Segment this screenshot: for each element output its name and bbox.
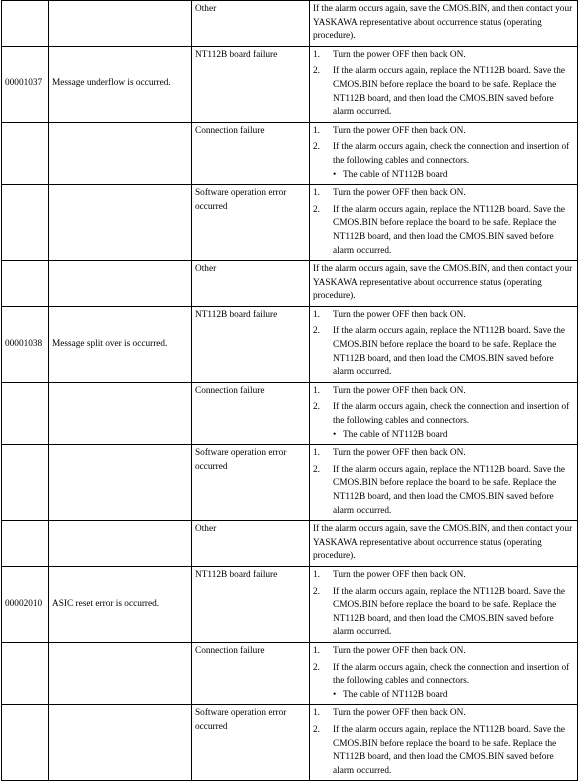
step-number: 2. bbox=[313, 204, 320, 215]
alarm-message-cell bbox=[49, 1, 192, 47]
step-number: 1. bbox=[313, 569, 320, 580]
step-text: Turn the power OFF then back ON. bbox=[333, 309, 466, 320]
step-number: 1. bbox=[313, 645, 320, 656]
remedy-text: If the alarm occurs again, save the CMOS.BIN, and then contact your YASKAWA representative about occurrence status (operating procedure). bbox=[313, 264, 573, 302]
cause-cell: Connection failure bbox=[192, 382, 310, 444]
remedy-cell bbox=[310, 445, 578, 521]
step-text: If the alarm occurs again, replace the NT112B board. Save the CMOS.BIN before replace the board to be safe. Replace the NT112B board, and then load the CMOS.BIN saved before alarm occurred. bbox=[333, 586, 565, 638]
remedy-cell bbox=[310, 46, 578, 122]
step-text: Turn the power OFF then back ON. bbox=[333, 645, 466, 656]
step-number: 1. bbox=[313, 125, 320, 136]
step-text: If the alarm occurs again, replace the NT112B board. Save the CMOS.BIN before replace the board to be safe. Replace the NT112B board, and then load the CMOS.BIN saved before alarm occurred. bbox=[333, 326, 565, 378]
alarm-code-cell bbox=[2, 642, 49, 704]
table-row bbox=[2, 122, 578, 184]
step-text: Turn the power OFF then back ON. bbox=[333, 125, 466, 136]
remedy-step bbox=[313, 645, 575, 659]
remedy-step bbox=[313, 586, 575, 640]
remedy-step bbox=[313, 325, 575, 379]
cause-cell: Software operation error occurred bbox=[192, 185, 310, 261]
alarm-message-cell bbox=[49, 445, 192, 521]
step-text: Turn the power OFF then back ON. bbox=[333, 708, 466, 719]
table-row bbox=[2, 46, 578, 122]
alarm-table-body bbox=[2, 1, 578, 781]
alarm-code-cell bbox=[2, 382, 49, 444]
remedy-text: If the alarm occurs again, save the CMOS.BIN, and then contact your YASKAWA representative about occurrence status (operating procedure). bbox=[313, 4, 573, 42]
remedy-steps-list bbox=[313, 187, 575, 258]
alarm-message-cell bbox=[49, 521, 192, 567]
sublist-item bbox=[333, 689, 575, 703]
sublist-item bbox=[333, 429, 575, 443]
table-row bbox=[2, 445, 578, 521]
alarm-code-cell bbox=[2, 122, 49, 184]
remedy-steps-list bbox=[313, 49, 575, 120]
alarm-message-cell: Message underflow is occurred. bbox=[49, 46, 192, 122]
remedy-cell bbox=[310, 382, 578, 444]
cause-cell: NT112B board failure bbox=[192, 46, 310, 122]
alarm-code-cell bbox=[2, 261, 49, 307]
remedy-text: If the alarm occurs again, save the CMOS.BIN, and then contact your YASKAWA representative about occurrence status (operating procedure). bbox=[313, 524, 573, 562]
step-text: If the alarm occurs again, check the connection and insertion of the following cables and connectors. bbox=[333, 662, 570, 687]
cause-cell: Other bbox=[192, 261, 310, 307]
bullet-icon: • bbox=[333, 689, 337, 700]
step-text: If the alarm occurs again, check the connection and insertion of the following cables and connectors. bbox=[333, 402, 570, 427]
cause-cell: Connection failure bbox=[192, 122, 310, 184]
alarm-message-cell bbox=[49, 185, 192, 261]
remedy-cell bbox=[310, 306, 578, 382]
table-row bbox=[2, 185, 578, 261]
alarm-code-cell: 00001038 bbox=[2, 306, 49, 382]
step-sublist bbox=[333, 169, 575, 183]
remedy-cell bbox=[310, 705, 578, 781]
bullet-icon: • bbox=[333, 169, 337, 180]
remedy-step bbox=[313, 49, 575, 63]
remedy-steps-list bbox=[313, 707, 575, 778]
remedy-steps-list bbox=[313, 569, 575, 640]
cause-cell: NT112B board failure bbox=[192, 306, 310, 382]
remedy-cell bbox=[310, 185, 578, 261]
alarm-code-cell bbox=[2, 521, 49, 567]
table-row bbox=[2, 306, 578, 382]
step-text: If the alarm occurs again, replace the NT112B board. Save the CMOS.BIN before replace the board to be safe. Replace the NT112B board, and then load the CMOS.BIN saved before alarm occurred. bbox=[333, 724, 565, 776]
step-number: 1. bbox=[313, 188, 320, 199]
sublist-text: The cable of NT112B board bbox=[343, 169, 448, 180]
alarm-code-cell: 00001037 bbox=[2, 46, 49, 122]
alarm-message-cell bbox=[49, 382, 192, 444]
remedy-cell bbox=[310, 1, 578, 47]
remedy-step bbox=[313, 141, 575, 182]
remedy-cell bbox=[310, 521, 578, 567]
step-number: 2. bbox=[313, 662, 320, 673]
remedy-step bbox=[313, 187, 575, 201]
bullet-icon: • bbox=[333, 429, 337, 440]
step-number: 2. bbox=[313, 326, 320, 337]
step-number: 2. bbox=[313, 142, 320, 153]
remedy-step bbox=[313, 464, 575, 518]
remedy-steps-list bbox=[313, 309, 575, 380]
step-text: Turn the power OFF then back ON. bbox=[333, 569, 466, 580]
alarm-message-cell bbox=[49, 261, 192, 307]
table-row bbox=[2, 1, 578, 47]
step-text: Turn the power OFF then back ON. bbox=[333, 49, 466, 60]
remedy-steps-list bbox=[313, 447, 575, 518]
step-number: 2. bbox=[313, 464, 320, 475]
alarm-code-cell bbox=[2, 445, 49, 521]
table-row bbox=[2, 642, 578, 704]
remedy-step bbox=[313, 707, 575, 721]
remedy-cell bbox=[310, 261, 578, 307]
step-text: Turn the power OFF then back ON. bbox=[333, 385, 466, 396]
alarm-message-cell bbox=[49, 705, 192, 781]
step-text: If the alarm occurs again, replace the NT112B board. Save the CMOS.BIN before replace the board to be safe. Replace the NT112B board, and then load the CMOS.BIN saved before alarm occurred. bbox=[333, 204, 565, 256]
cause-cell: Other bbox=[192, 1, 310, 47]
alarm-message-cell: Message split over is occurred. bbox=[49, 306, 192, 382]
remedy-step bbox=[313, 125, 575, 139]
table-row bbox=[2, 521, 578, 567]
cause-cell: NT112B board failure bbox=[192, 566, 310, 642]
step-number: 1. bbox=[313, 708, 320, 719]
remedy-step bbox=[313, 401, 575, 442]
step-number: 2. bbox=[313, 66, 320, 77]
alarm-message-cell: ASIC reset error is occurred. bbox=[49, 566, 192, 642]
cause-cell: Software operation error occurred bbox=[192, 445, 310, 521]
remedy-step bbox=[313, 569, 575, 583]
cause-cell: Other bbox=[192, 521, 310, 567]
alarm-message-cell bbox=[49, 642, 192, 704]
remedy-cell bbox=[310, 122, 578, 184]
alarm-code-cell bbox=[2, 705, 49, 781]
remedy-steps-list bbox=[313, 645, 575, 702]
remedy-cell bbox=[310, 566, 578, 642]
table-row bbox=[2, 382, 578, 444]
cause-cell: Software operation error occurred bbox=[192, 705, 310, 781]
sublist-text: The cable of NT112B board bbox=[343, 689, 448, 700]
cause-cell: Connection failure bbox=[192, 642, 310, 704]
step-number: 1. bbox=[313, 448, 320, 459]
remedy-step bbox=[313, 662, 575, 703]
remedy-steps-list bbox=[313, 385, 575, 442]
remedy-step bbox=[313, 385, 575, 399]
table-row bbox=[2, 566, 578, 642]
remedy-step bbox=[313, 65, 575, 119]
step-text: If the alarm occurs again, replace the NT112B board. Save the CMOS.BIN before replace the board to be safe. Replace the NT112B board, and then load the CMOS.BIN saved before alarm occurred. bbox=[333, 66, 565, 118]
table-row bbox=[2, 705, 578, 781]
sublist-text: The cable of NT112B board bbox=[343, 429, 448, 440]
step-number: 2. bbox=[313, 586, 320, 597]
alarm-code-cell bbox=[2, 185, 49, 261]
remedy-cell bbox=[310, 642, 578, 704]
remedy-step bbox=[313, 204, 575, 258]
remedy-step bbox=[313, 724, 575, 778]
alarm-code-cell: 00002010 bbox=[2, 566, 49, 642]
step-number: 1. bbox=[313, 49, 320, 60]
step-text: Turn the power OFF then back ON. bbox=[333, 188, 466, 199]
remedy-step bbox=[313, 309, 575, 323]
step-number: 1. bbox=[313, 309, 320, 320]
step-sublist bbox=[333, 429, 575, 443]
step-number: 2. bbox=[313, 402, 320, 413]
step-number: 2. bbox=[313, 724, 320, 735]
step-number: 1. bbox=[313, 385, 320, 396]
step-sublist bbox=[333, 689, 575, 703]
alarm-code-cell bbox=[2, 1, 49, 47]
remedy-step bbox=[313, 447, 575, 461]
sublist-item bbox=[333, 169, 575, 183]
step-text: If the alarm occurs again, check the connection and insertion of the following cables and connectors. bbox=[333, 142, 570, 166]
remedy-steps-list bbox=[313, 125, 575, 182]
step-text: Turn the power OFF then back ON. bbox=[333, 448, 466, 459]
step-text: If the alarm occurs again, replace the NT112B board. Save the CMOS.BIN before replace the board to be safe. Replace the NT112B board, and then load the CMOS.BIN saved before alarm occurred. bbox=[333, 464, 565, 516]
table-row bbox=[2, 261, 578, 307]
alarm-message-cell bbox=[49, 122, 192, 184]
alarm-table bbox=[1, 0, 578, 781]
